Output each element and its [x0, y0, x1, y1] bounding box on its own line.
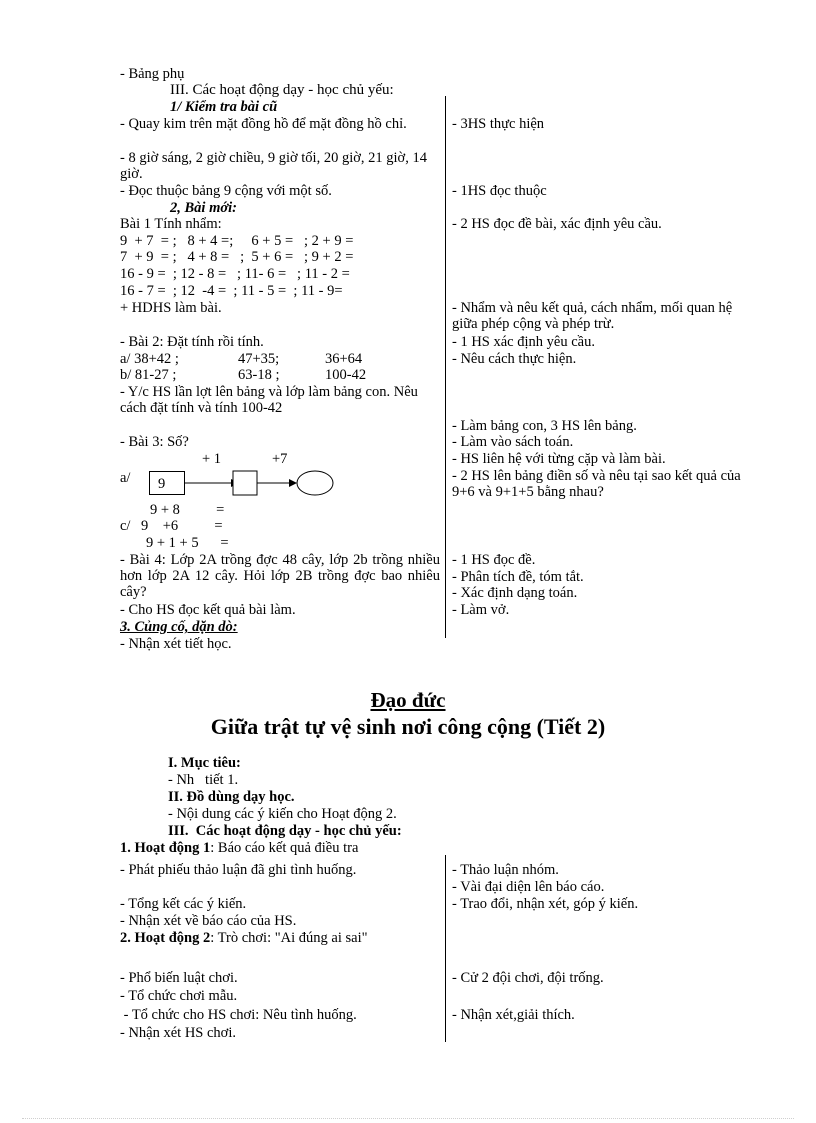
exercise-2a-item: a/ 38+42 ; — [120, 351, 179, 367]
part-c-row: 9 +6 = — [141, 518, 223, 534]
exercise-2a-item: 47+35; — [238, 351, 280, 367]
right-exercise-4: - 1 HS đọc đề. — [452, 552, 536, 568]
footer-divider — [22, 1118, 794, 1119]
activity-1-line — [120, 840, 358, 856]
activity-2-right: - Cử 2 đội chơi, đội trống. — [452, 970, 604, 986]
exercise-1-title: Bài 1 Tính nhẩm: — [120, 216, 222, 232]
right-exercise-3: - 2 HS lên bảng điền số và nêu tại sao kết quả của 9+6 và 9+1+5 bằng nhau? — [452, 468, 741, 500]
activity-1-left: - Nhận xét về báo cáo của HS. — [120, 913, 297, 929]
activity-2-left: - Phổ biến luật chơi. — [120, 970, 238, 986]
part-c-row: 9 + 1 + 5 = — [146, 535, 229, 551]
subheading-review: 1/ Kiểm tra bài cũ — [170, 99, 278, 115]
subject-title — [0, 688, 816, 712]
activity-2-text: : Trò chơi: "Ai đúng ai sai" — [210, 930, 368, 946]
right-exercise-2b: - Nêu cách thực hiện. — [452, 351, 577, 367]
right-exercise-2a: - 1 HS xác định yêu cầu. — [452, 334, 595, 350]
right-exercise-1a: - 2 HS đọc đề bài, xác định yêu cầu. — [452, 216, 662, 232]
activity-2-label: 2. Hoạt động 2 — [120, 930, 211, 946]
right-exercise-3: - Làm vào sách toán. — [452, 434, 574, 450]
part-c-row: 9 + 8 = — [150, 502, 225, 518]
exercise-4-text: - Bài 4: Lớp 2A trồng đợc 48 cây, lớp 2b trồng nhiều hơn lớp 2A 12 cây. Hỏi lớp 2B trồng đợc bao nhiêu cây? — [120, 552, 440, 600]
exercise-2-title: - Bài 2: Đặt tính rồi tính. — [120, 334, 264, 350]
activity-1-right: - Thảo luận nhóm. — [452, 862, 559, 878]
activity-2-left: - Tổ chức cho HS chơi: Nêu tình huống. — [120, 1007, 357, 1023]
subheading-consolidation: 3. Củng cố, dặn dò: — [120, 619, 238, 635]
right-review-1: - 3HS thực hiện — [452, 116, 545, 132]
activity-1-text: : Báo cáo kết quả điều tra — [210, 840, 359, 856]
exercise-3-title: - Bài 3: Số? — [120, 434, 189, 450]
right-exercise-1b: - Nhẩm và nêu kết quả, cách nhẩm, mối quan hệ giữa phép cộng và phép trừ. — [452, 300, 733, 332]
exercise-2b-item: 63-18 ; — [238, 367, 280, 383]
empty-box — [233, 471, 257, 495]
start-number: 9 — [158, 476, 166, 492]
exercise-2-note: - Y/c HS lần lợt lên bảng và lớp làm bảng con. Nêu cách đặt tính và tính 100-42 — [120, 384, 418, 416]
right-review-3: - 1HS đọc thuộc — [452, 183, 547, 199]
arrow-head — [289, 479, 297, 487]
plus-one-label: + 1 — [202, 451, 222, 467]
exercise-1-row: 7 + 9 = ; 4 + 8 = ; 5 + 6 = ; 9 + 2 = — [120, 249, 354, 265]
start-number-box — [149, 471, 185, 495]
activity-1-right: - Vài đại diện lên báo cáo. — [452, 879, 605, 895]
part-a-label: a/ — [120, 470, 131, 486]
objectives-item: - Nh tiết 1. — [168, 772, 239, 788]
subheading-new-lesson: 2, Bài mới: — [170, 200, 237, 216]
left-review-1: - Quay kim trên mặt đồng hồ để mặt đồng hồ chỉ. — [120, 116, 407, 132]
activity-1-label: 1. Hoạt động 1 — [120, 840, 211, 856]
exercise-1-row: 16 - 9 = ; 12 - 8 = ; 11- 6 = ; 11 - 2 = — [120, 266, 350, 282]
guidance-line: + HDHS làm bài. — [120, 300, 222, 316]
activity-2-left: - Nhận xét HS chơi. — [120, 1025, 236, 1041]
exercise-1-row: 9 + 7 = ; 8 + 4 =; 6 + 5 = ; 2 + 9 = — [120, 233, 354, 249]
activity-1-right: - Trao đổi, nhận xét, góp ý kiến. — [452, 896, 639, 912]
exercise-2b-item: 100-42 — [325, 367, 367, 383]
exercise-2a-item: 36+64 — [325, 351, 363, 367]
activity-2-left: - Tổ chức chơi mẫu. — [120, 988, 238, 1004]
exercise-2b-item: b/ 81-27 ; — [120, 367, 177, 383]
plus-seven-label: +7 — [272, 451, 288, 467]
exercise-1-row: 16 - 7 = ; 12 -4 = ; 11 - 5 = ; 11 - 9= — [120, 283, 343, 299]
activities-heading: III. Các hoạt động dạy - học chủ yếu: — [170, 82, 394, 98]
objectives-heading: I. Mục tiêu: — [168, 755, 241, 771]
right-exercise-4: - Phân tích đề, tóm tắt. — [452, 569, 584, 585]
activity-1-left: - Phát phiếu thảo luận đã ghi tình huống. — [120, 862, 357, 878]
activity-2-right: - Nhận xét,giải thích. — [452, 1007, 575, 1023]
left-review-3: - Đọc thuộc bảng 9 cộng với một số. — [120, 183, 332, 199]
column-divider-2 — [445, 855, 446, 1042]
right-exercise-3: - Làm bảng con, 3 HS lên bảng. — [452, 418, 637, 434]
closing-line: - Nhận xét tiết học. — [120, 636, 232, 652]
activity-2-line — [120, 930, 438, 946]
materials-heading: II. Đồ dùng dạy học. — [168, 789, 295, 805]
right-exercise-4: - Làm vở. — [452, 602, 510, 618]
subject-title-text: Đạo đức — [370, 688, 446, 712]
right-exercise-3: - HS liên hệ với từng cặp và làm bài. — [452, 451, 666, 467]
activities-heading-2: III. Các hoạt động dạy - học chủ yếu: — [168, 823, 402, 839]
right-exercise-4: - Xác định dạng toán. — [452, 585, 578, 601]
materials-item: - Nội dung các ý kiến cho Hoạt động 2. — [168, 806, 397, 822]
arrow-diagram — [185, 465, 335, 501]
left-review-2: - 8 giờ sáng, 2 giờ chiều, 9 giờ tối, 20 giờ, 21 giờ, 14 giờ. — [120, 150, 427, 182]
column-divider — [445, 96, 446, 638]
exercise-4-result: - Cho HS đọc kết quả bài làm. — [120, 602, 296, 618]
materials-line: - Bảng phụ — [120, 66, 185, 82]
lesson-title: Giữa trật tự vệ sinh nơi công cộng (Tiết 2) — [210, 714, 606, 739]
empty-oval — [297, 471, 333, 495]
activity-1-left: - Tổng kết các ý kiến. — [120, 896, 247, 912]
part-c-label: c/ — [120, 518, 131, 534]
